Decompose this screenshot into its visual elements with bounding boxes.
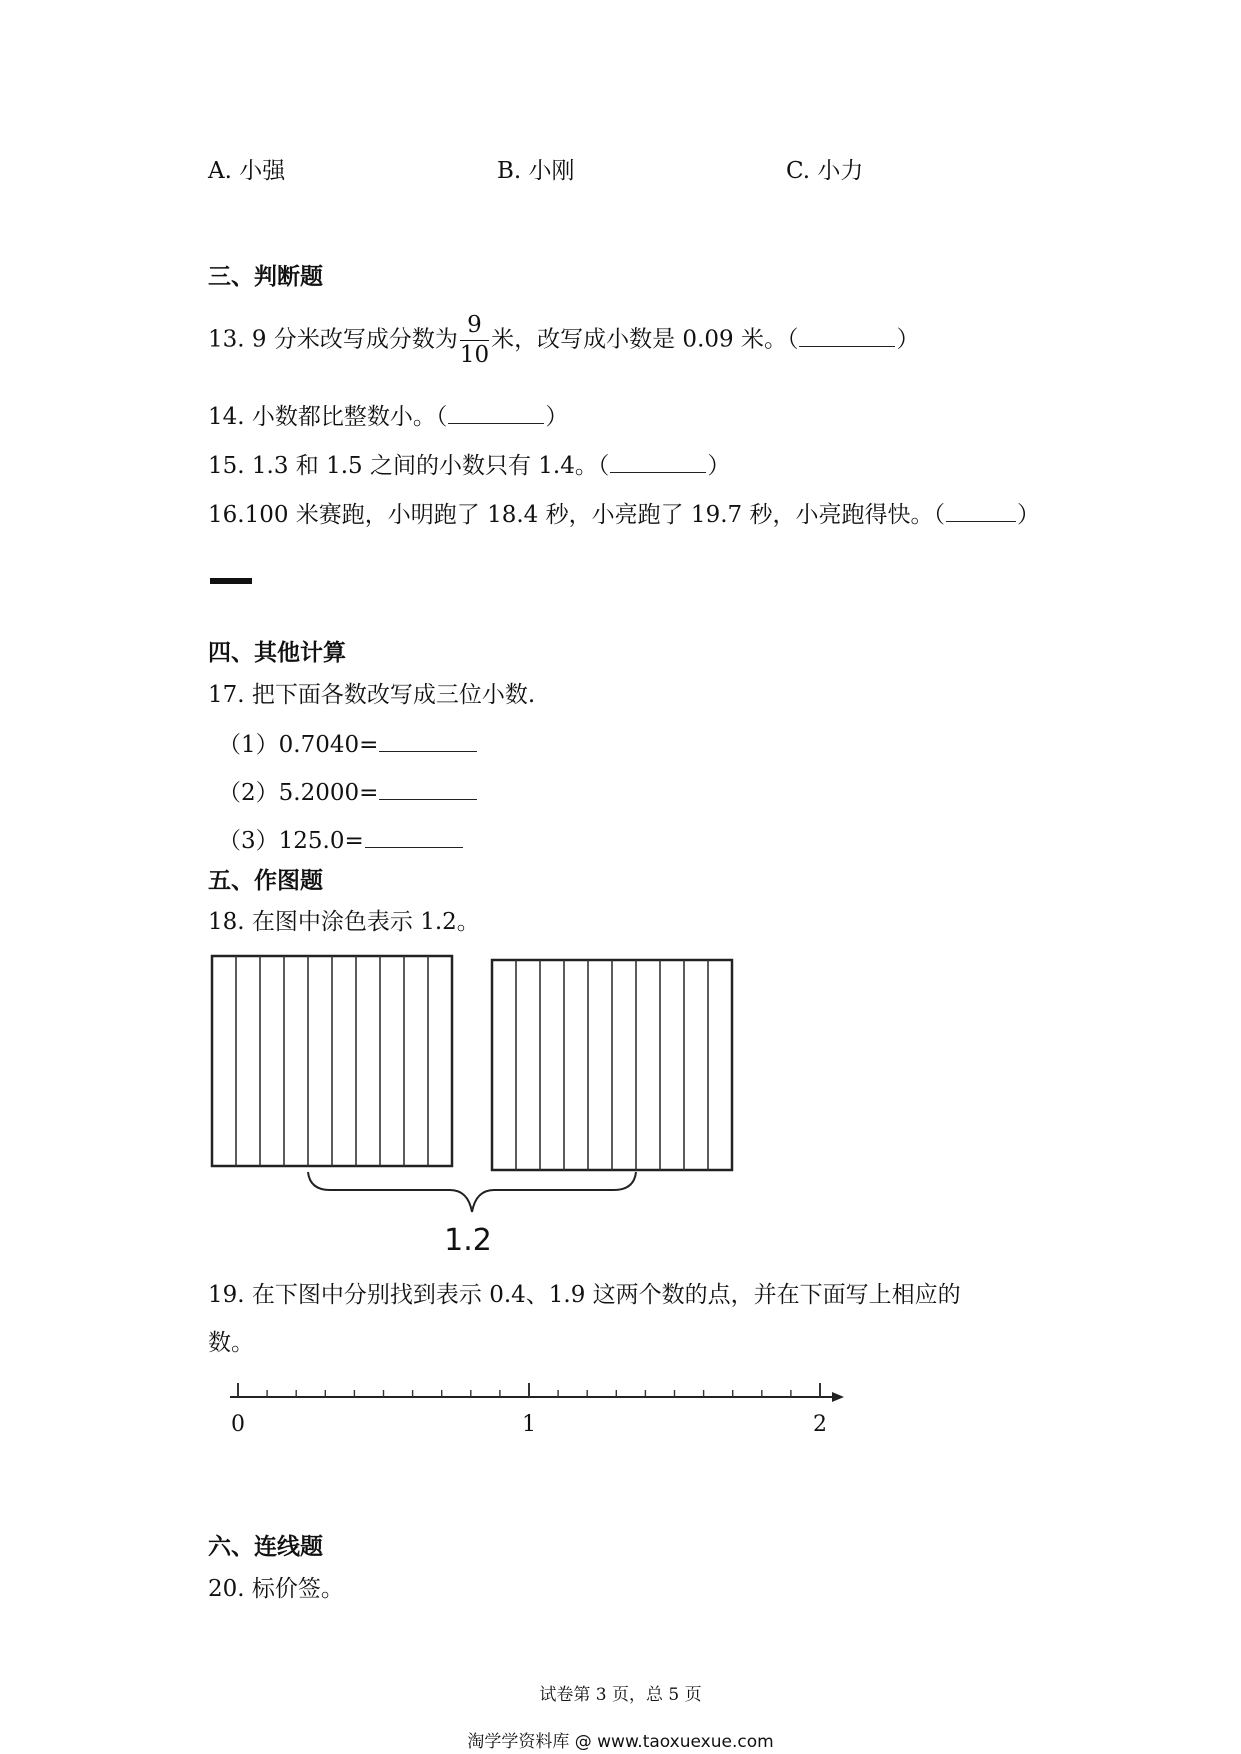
question-14 (208, 398, 568, 431)
answer-blank-16[interactable] (946, 520, 1016, 522)
strip-box-left[interactable] (212, 956, 452, 1166)
section-heading-judgement: 三、判断题 (208, 264, 323, 290)
figure-label: 1.2 (444, 1223, 492, 1258)
answer-blank-13[interactable] (799, 345, 895, 347)
q13-close: ） (896, 326, 920, 353)
q13-text-start: 13. 9 分米改写成分数为 (208, 326, 458, 353)
fraction-numerator: 9 (460, 314, 489, 341)
calc-item-1 (218, 726, 478, 759)
question-16 (208, 496, 1040, 529)
answer-blank-14[interactable] (448, 422, 544, 424)
answer-blank-17-2[interactable] (379, 798, 477, 800)
answer-blank-17-1[interactable] (379, 750, 477, 752)
question-13 (208, 314, 919, 367)
strip-box-right[interactable] (492, 960, 732, 1170)
q16-text: 16.100 米赛跑，小明跑了 18.4 秒，小亮跑了 19.7 秒，小亮跑得快。（ (208, 502, 945, 528)
number-line-arrow (832, 1392, 844, 1402)
question-15 (208, 447, 730, 480)
fraction-9-10 (460, 314, 489, 367)
question-20: 20. 标价签。 (208, 1576, 344, 1602)
brace (308, 1172, 636, 1212)
section-separator (210, 578, 252, 584)
number-line-label: 2 (813, 1412, 827, 1437)
number-line (222, 1375, 852, 1445)
calc-item-3 (218, 822, 464, 855)
q14-close: ） (545, 404, 569, 430)
question-19-line-2: 数。 (208, 1330, 254, 1356)
number-line-label: 1 (522, 1412, 536, 1437)
q16-close: ） (1016, 502, 1040, 528)
question-17: 17. 把下面各数改写成三位小数. (208, 682, 536, 708)
question-18: 18. 在图中涂色表示 1.2。 (208, 909, 480, 935)
question-19-line-1: 19. 在下图中分别找到表示 0.4、1.9 这两个数的点，并在下面写上相应的 (208, 1282, 961, 1308)
q13-text-end: 米，改写成小数是 0.09 米。（ (491, 326, 799, 353)
calc-item-1-text: （1）0.7040= (218, 732, 379, 758)
calc-item-2-text: （2）5.2000= (218, 780, 379, 806)
answer-blank-17-3[interactable] (365, 846, 463, 848)
q15-text: 15. 1.3 和 1.5 之间的小数只有 1.4。（ (208, 453, 610, 479)
calc-item-3-text: （3）125.0= (218, 828, 364, 854)
calc-item-2 (218, 774, 478, 807)
strip-diagram (200, 950, 760, 1260)
fraction-denominator: 10 (459, 342, 490, 368)
number-line-label: 0 (231, 1412, 245, 1437)
option-c: C. 小力 (786, 158, 864, 184)
section-heading-matching: 六、连线题 (208, 1534, 323, 1560)
answer-blank-15[interactable] (610, 471, 706, 473)
q14-text: 14. 小数都比整数小。（ (208, 404, 448, 430)
page-footer: 试卷第 3 页，总 5 页 (539, 1685, 702, 1705)
option-a: A. 小强 (208, 158, 286, 184)
q15-close: ） (707, 453, 731, 479)
option-b: B. 小刚 (497, 158, 575, 184)
site-watermark: 淘学学资料库 @ www.taoxuexue.com (467, 1732, 774, 1752)
section-heading-calculation: 四、其他计算 (208, 640, 346, 666)
section-heading-drawing: 五、作图题 (208, 868, 323, 894)
